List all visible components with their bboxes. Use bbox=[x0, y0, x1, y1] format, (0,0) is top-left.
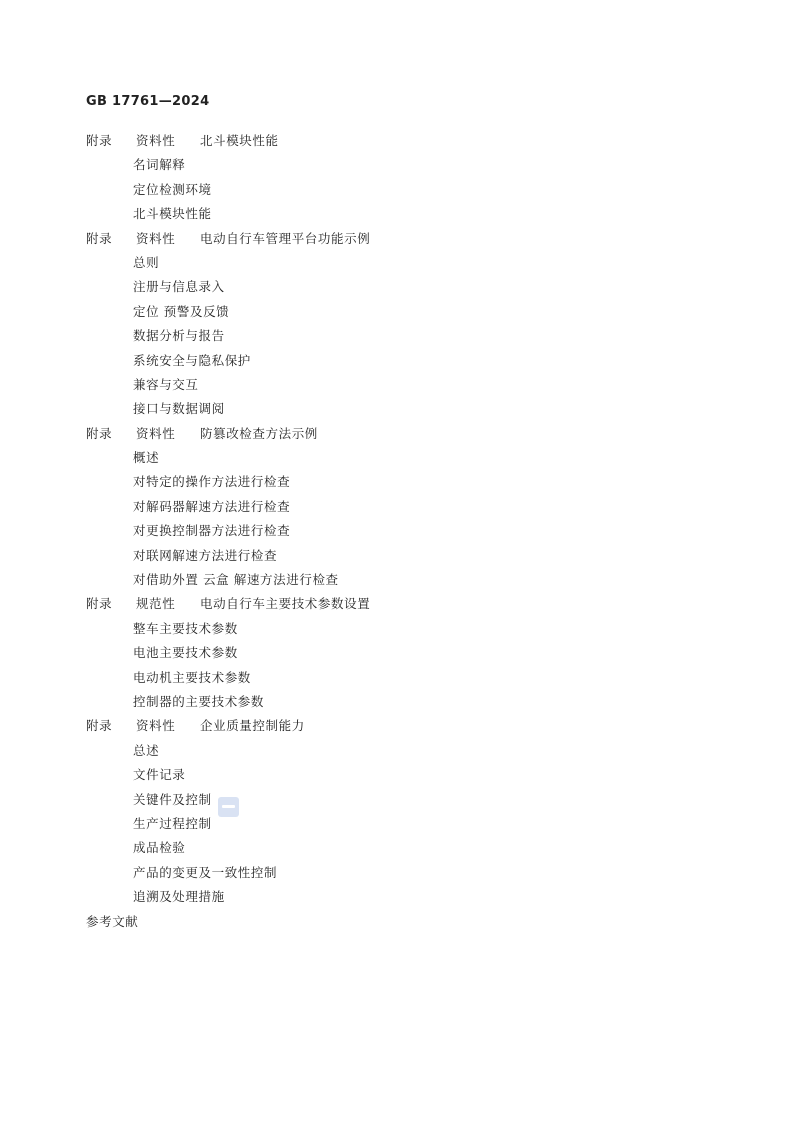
toc-subentry[interactable]: 数据分析与报告 bbox=[133, 328, 225, 344]
toc-subentry[interactable]: 追溯及处理措施 bbox=[133, 889, 225, 905]
appendix-nature: 资料性 bbox=[136, 230, 176, 246]
appendix-prefix: 附录 bbox=[86, 133, 113, 148]
watermark-logo-icon bbox=[218, 797, 239, 817]
toc-subentry[interactable]: 概述 bbox=[133, 450, 160, 466]
toc-subentry[interactable]: 总则 bbox=[133, 254, 160, 270]
toc-appendix-entry[interactable] bbox=[86, 422, 746, 446]
toc-subentry[interactable]: 定位检测环境 bbox=[133, 181, 212, 197]
toc-subentry[interactable]: 注册与信息录入 bbox=[133, 279, 225, 295]
toc-subentry[interactable]: 兼容与交互 bbox=[133, 376, 199, 392]
table-of-contents bbox=[86, 129, 746, 934]
toc-subentry[interactable]: 系统安全与隐私保护 bbox=[133, 352, 251, 368]
toc-subentry[interactable]: 名词解释 bbox=[133, 157, 186, 173]
appendix-nature: 资料性 bbox=[136, 133, 176, 148]
appendix-prefix: 附录 bbox=[86, 718, 113, 734]
toc-appendix-entry[interactable] bbox=[86, 592, 746, 616]
appendix-prefix: 附录 bbox=[86, 596, 113, 612]
toc-subentry[interactable]: 关键件及控制 bbox=[133, 791, 212, 807]
toc-appendix-entry[interactable] bbox=[86, 227, 746, 251]
toc-subentry[interactable]: 整车主要技术参数 bbox=[133, 620, 238, 636]
appendix-title: 防篡改检查方法示例 bbox=[200, 425, 318, 441]
appendix-title: 电动自行车管理平台功能示例 bbox=[200, 230, 371, 246]
toc-subentry[interactable]: 对解码器解速方法进行检查 bbox=[133, 498, 291, 514]
toc-subentry[interactable]: 对联网解速方法进行检查 bbox=[133, 547, 278, 563]
toc-subentry[interactable]: 总述 bbox=[133, 742, 160, 758]
toc-subentry[interactable]: 对借助外置 云盒 解速方法进行检查 bbox=[133, 572, 339, 588]
appendix-nature: 规范性 bbox=[136, 596, 176, 612]
appendix-title: 北斗模块性能 bbox=[200, 133, 279, 148]
toc-subentry[interactable]: 北斗模块性能 bbox=[133, 206, 212, 222]
standard-code: GB 17761—2024 bbox=[86, 94, 210, 109]
toc-subentry[interactable]: 成品检验 bbox=[133, 840, 186, 856]
toc-subentry[interactable]: 接口与数据调阅 bbox=[133, 401, 225, 417]
toc-subentry[interactable]: 电池主要技术参数 bbox=[133, 645, 238, 661]
appendix-prefix: 附录 bbox=[86, 425, 113, 441]
appendix-prefix: 附录 bbox=[86, 230, 113, 246]
toc-appendix-entry[interactable] bbox=[86, 714, 746, 738]
toc-subentry[interactable]: 定位 预警及反馈 bbox=[133, 303, 230, 319]
appendix-nature: 资料性 bbox=[136, 718, 176, 734]
appendix-title: 企业质量控制能力 bbox=[200, 718, 305, 734]
appendix-nature: 资料性 bbox=[136, 425, 176, 441]
toc-subentry[interactable]: 控制器的主要技术参数 bbox=[133, 693, 265, 709]
toc-subentry[interactable]: 文件记录 bbox=[133, 767, 186, 783]
toc-subentry[interactable]: 产品的变更及一致性控制 bbox=[133, 864, 278, 880]
toc-subentry[interactable]: 电动机主要技术参数 bbox=[133, 669, 251, 685]
toc-appendix-entry[interactable] bbox=[86, 129, 746, 153]
toc-subentry[interactable]: 生产过程控制 bbox=[133, 815, 212, 831]
toc-subentry[interactable]: 对更换控制器方法进行检查 bbox=[133, 523, 291, 539]
toc-subentry[interactable]: 对特定的操作方法进行检查 bbox=[133, 474, 291, 490]
toc-references-entry[interactable]: 参考文献 bbox=[86, 913, 139, 929]
appendix-title: 电动自行车主要技术参数设置 bbox=[200, 596, 371, 612]
